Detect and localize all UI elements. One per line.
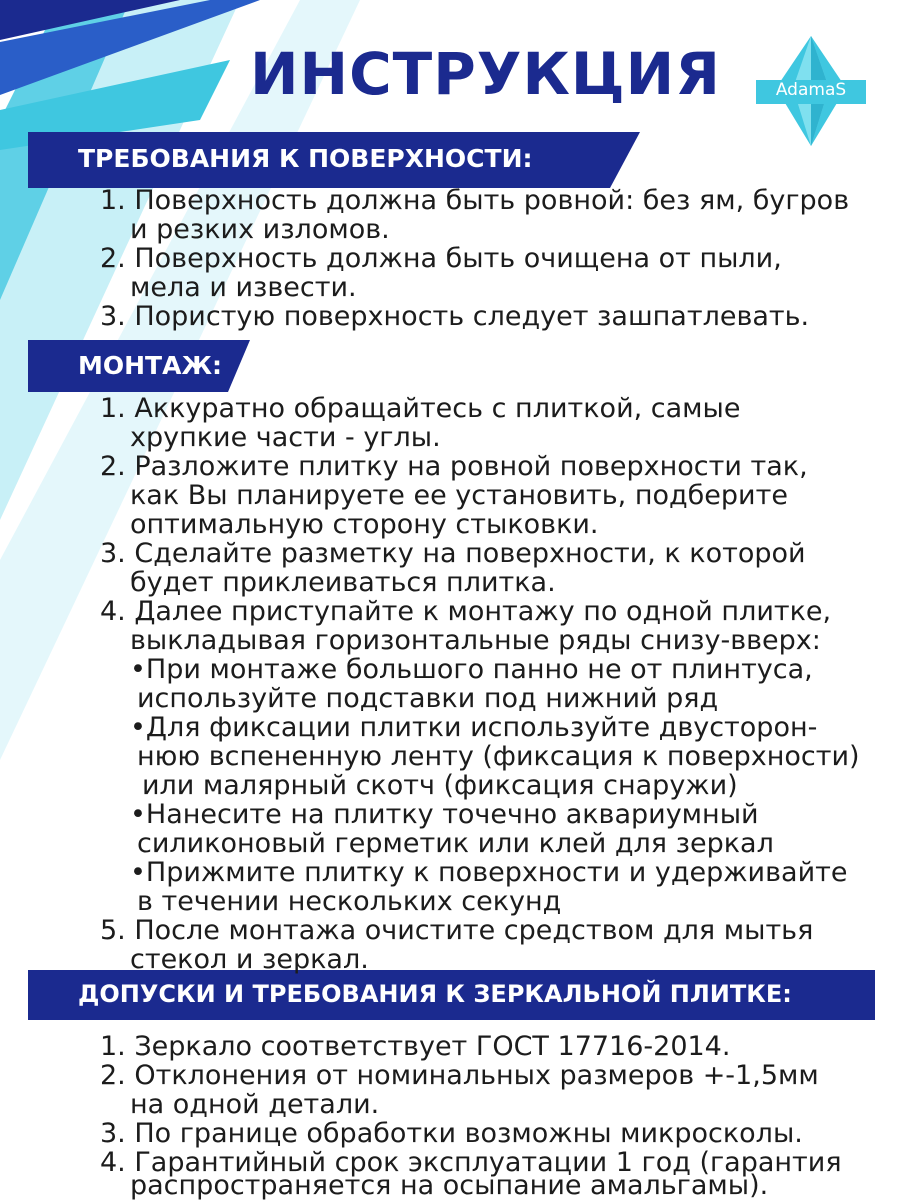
list-item: мела и извести. bbox=[130, 272, 357, 303]
list-item: 3. Сделайте разметку на поверхности, к которой bbox=[100, 538, 806, 569]
section-heading-text: ДОПУСКИ И ТРЕБОВАНИЯ К ЗЕРКАЛЬНОЙ ПЛИТКЕ: bbox=[78, 980, 792, 1008]
list-item: 1. Зеркало соответствует ГОСТ 17716-2014. bbox=[100, 1031, 731, 1062]
list-item: 4. Далее приступайте к монтажу по одной плитке, bbox=[100, 596, 832, 627]
list-item: используйте подставки под нижний ряд bbox=[137, 683, 719, 714]
list-item: 5. После монтажа очистите средством для мытья bbox=[100, 915, 814, 946]
logo-text: AdamaS bbox=[775, 80, 847, 100]
list-item: на одной детали. bbox=[130, 1089, 380, 1120]
list-item: нюю вспененную ленту (фиксация к поверхности) bbox=[137, 741, 860, 772]
list-item: 3. По границе обработки возможны микросколы. bbox=[100, 1118, 803, 1149]
list-item: 1. Поверхность должна быть ровной: без ям, бугров bbox=[100, 185, 850, 216]
list-item: 4. Гарантийный срок эксплуатации 1 год (гарантия bbox=[100, 1147, 842, 1178]
list-item: оптимальную сторону стыковки. bbox=[130, 509, 599, 540]
list-item: •Для фиксации плитки используйте двусторон- bbox=[130, 712, 818, 743]
list-item: стекол и зеркал. bbox=[130, 944, 369, 975]
list-item: 2. Поверхность должна быть очищена от пыли, bbox=[100, 243, 782, 274]
list-item: •Нанесите на плитку точечно аквариумный bbox=[130, 799, 759, 830]
list-item: •При монтаже большого панно не от плинтуса, bbox=[130, 654, 813, 685]
list-item: как Вы планируете ее установить, подберите bbox=[130, 480, 788, 511]
list-item: силиконовый герметик или клей для зеркал bbox=[137, 828, 774, 859]
list-item: распространяется на осыпание амальгамы). bbox=[130, 1170, 769, 1201]
list-item: будет приклеиваться плитка. bbox=[130, 567, 556, 598]
logo bbox=[750, 30, 872, 152]
list-item: выкладывая горизонтальные ряды снизу-вверх: bbox=[130, 625, 821, 656]
list-item: 2. Разложите плитку на ровной поверхности так, bbox=[100, 451, 808, 482]
list-item: хрупкие части - углы. bbox=[130, 422, 441, 453]
page-title: ИНСТРУКЦИЯ bbox=[250, 40, 721, 108]
list-item: 2. Отклонения от номинальных размеров +-1,5мм bbox=[100, 1060, 819, 1091]
section-heading-text: МОНТАЖ: bbox=[78, 351, 223, 380]
list-item: и резких изломов. bbox=[130, 214, 390, 245]
list-item: в течении нескольких секунд bbox=[137, 886, 562, 917]
section-heading-surface bbox=[0, 132, 640, 188]
list-item: 3. Пористую поверхность следует зашпатлевать. bbox=[100, 301, 810, 332]
list-item: •Прижмите плитку к поверхности и удерживайте bbox=[130, 857, 848, 888]
section-heading-installation bbox=[0, 340, 250, 392]
section-heading-tolerances bbox=[0, 970, 875, 1020]
list-item: или малярный скотч (фиксация снаружи) bbox=[142, 770, 738, 801]
list-item: 1. Аккуратно обращайтесь с плиткой, самые bbox=[100, 393, 741, 424]
section-heading-text: ТРЕБОВАНИЯ К ПОВЕРХНОСТИ: bbox=[78, 144, 533, 173]
